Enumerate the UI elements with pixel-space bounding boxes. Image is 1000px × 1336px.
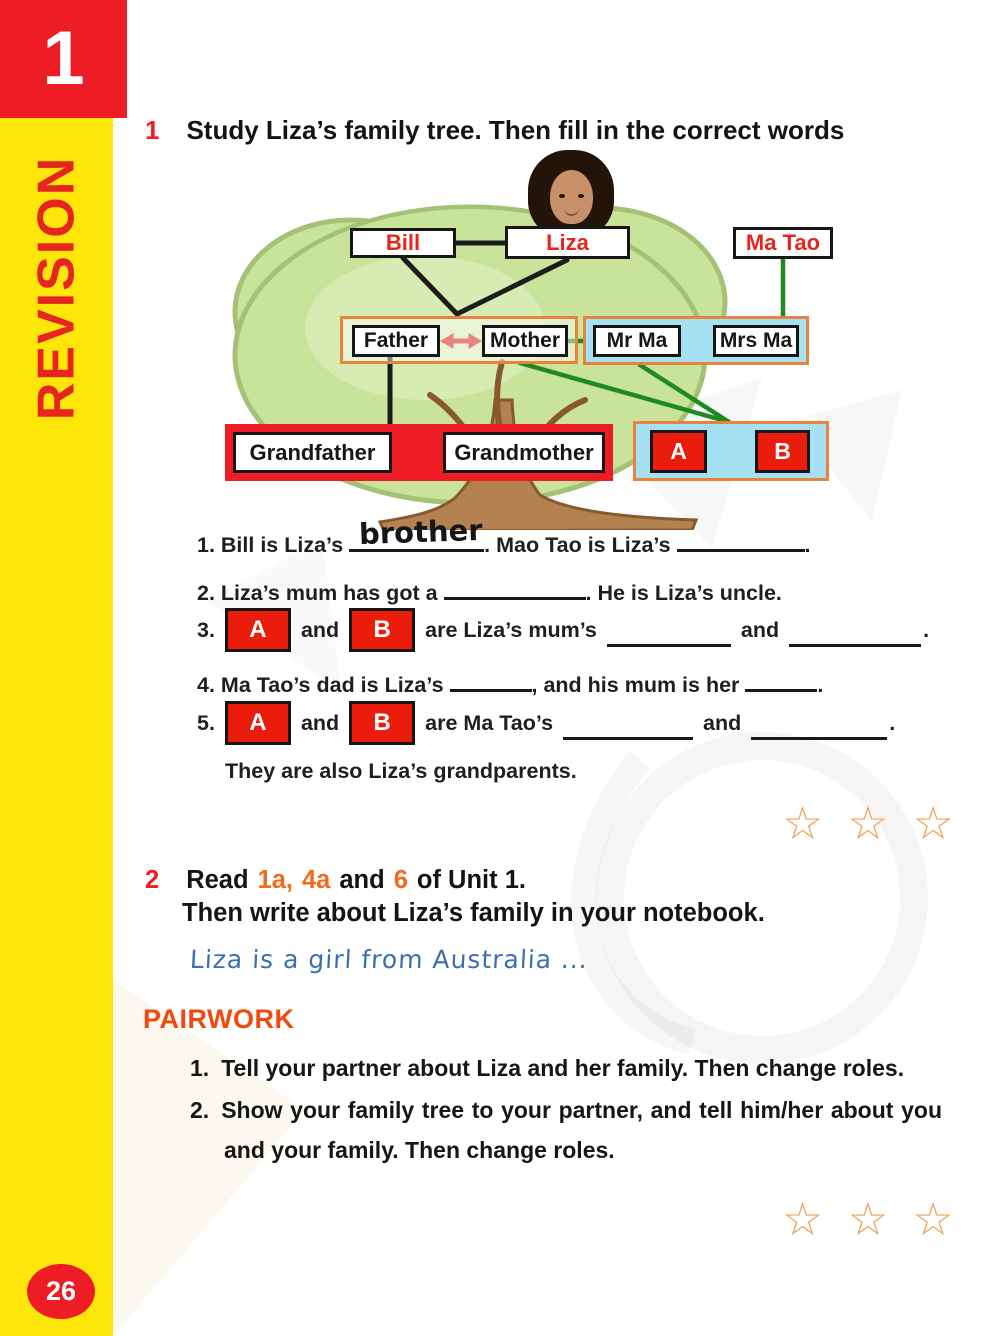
answer-blank (563, 715, 693, 740)
pairwork-item (190, 1090, 942, 1170)
box-a: A (225, 608, 291, 652)
box-b: B (349, 701, 415, 745)
name-box-liza: Liza (505, 226, 630, 259)
sentence-1 (197, 512, 811, 558)
sample-answer-handwriting: Liza is a girl from Australia ... (189, 945, 589, 974)
sentence-text: and (300, 710, 340, 735)
exercise1-number: 1 (145, 115, 160, 145)
box-b: B (349, 608, 415, 652)
star-icon: ☆ (847, 797, 889, 849)
name-box-mr-ma: Mr Ma (593, 325, 681, 357)
answer-blank (745, 667, 817, 692)
revision-vertical-label: REVISION (27, 155, 86, 421)
sentence-text: . Mao Tao is Liza’s (484, 533, 671, 557)
ref-6: 6 (393, 866, 408, 894)
exercise1-title: Study Liza’s family tree. Then fill in the correct words (186, 115, 845, 145)
handwritten-answer: brother (358, 512, 484, 552)
pairwork-item (190, 1048, 942, 1088)
photo-eye (559, 194, 565, 198)
item-text: Tell your partner about Liza and her family. Then change roles. (221, 1055, 905, 1081)
answer-blank (444, 575, 586, 600)
sentence-text: 2. Liza’s mum has got a (197, 581, 438, 605)
sentence-text: . He is Liza’s uncle. (585, 581, 782, 605)
answer-blank (607, 622, 731, 647)
page-number-badge (27, 1264, 95, 1319)
sentence-number: 3. (197, 617, 215, 642)
answer-blank (450, 667, 532, 692)
name-box-mother: Mother (482, 325, 568, 357)
sentence-4 (197, 667, 823, 698)
star-icon: ☆ (847, 1193, 889, 1245)
sentence-2 (197, 575, 782, 606)
exercise1-heading (145, 115, 844, 146)
sentence-text: , and his mum is her (531, 673, 740, 697)
item-number: 2. (190, 1097, 210, 1123)
pairwork-heading: PAIRWORK (143, 1004, 295, 1034)
name-box-mrs-ma: Mrs Ma (713, 325, 799, 357)
sentence-text: . (889, 710, 896, 735)
item-text: Show your family tree to your partner, and tell him/her about you and your family. Then change roles. (221, 1097, 942, 1163)
sentence-text: are Liza’s mum’s (425, 617, 597, 642)
sentence-text: and (703, 710, 742, 735)
star-icon: ☆ (912, 1193, 954, 1245)
name-box-ma-tao: Ma Tao (733, 227, 833, 259)
exercise2-line1 (186, 866, 526, 895)
photo-face (550, 170, 593, 224)
sentence-number: 5. (197, 710, 215, 735)
sentence-text: . (817, 673, 824, 697)
photo-mouth (564, 208, 579, 216)
sentence-text: . (923, 617, 930, 642)
photo-eye (578, 194, 584, 198)
unit-number-block (0, 0, 127, 118)
sentence-text: and (300, 617, 340, 642)
answer-blank (751, 715, 887, 740)
rating-stars (782, 796, 954, 850)
item-number: 1. (190, 1055, 210, 1081)
and-label: and (339, 866, 385, 894)
sentence-5 (197, 701, 895, 745)
box-b: B (755, 430, 810, 473)
ref-1a: 1a, (257, 866, 293, 894)
name-box-grandmother: Grandmother (443, 432, 605, 473)
pairwork-list (190, 1048, 942, 1172)
exercise2-line2: Then write about Liza’s family in your notebook. (182, 899, 765, 927)
sentence-text: They are also Liza’s grandparents. (225, 759, 577, 783)
page-number: 26 (45, 1276, 77, 1306)
box-a: A (650, 430, 707, 473)
sentence-text: 1. Bill is Liza’s (197, 533, 344, 557)
sentence-text: are Ma Tao’s (425, 710, 554, 735)
revision-strip (0, 152, 113, 424)
answer-blank (349, 512, 484, 552)
exercise2-number: 2 (145, 866, 160, 894)
star-icon: ☆ (782, 797, 824, 849)
sentence-5-note (225, 759, 577, 784)
name-box-grandfather: Grandfather (233, 432, 392, 473)
ref-4a: 4a (302, 866, 331, 894)
box-a: A (225, 701, 291, 745)
sentence-text: and (740, 617, 780, 642)
sentence-3 (197, 608, 929, 652)
line1-tail: of Unit 1. (416, 866, 526, 894)
sentence-text: . (804, 533, 811, 557)
unit-number: 1 (42, 16, 85, 101)
star-icon: ☆ (782, 1193, 824, 1245)
name-box-father: Father (352, 325, 440, 357)
rating-stars (782, 1192, 954, 1246)
star-icon: ☆ (912, 797, 954, 849)
answer-blank (789, 622, 921, 647)
answer-blank (677, 527, 805, 552)
name-box-bill: Bill (350, 228, 456, 258)
exercise2-heading (145, 866, 526, 895)
read-label: Read (186, 866, 249, 894)
liza-photo (528, 150, 614, 238)
sentence-text: 4. Ma Tao’s dad is Liza’s (197, 673, 444, 697)
family-tree-diagram (140, 150, 1000, 530)
